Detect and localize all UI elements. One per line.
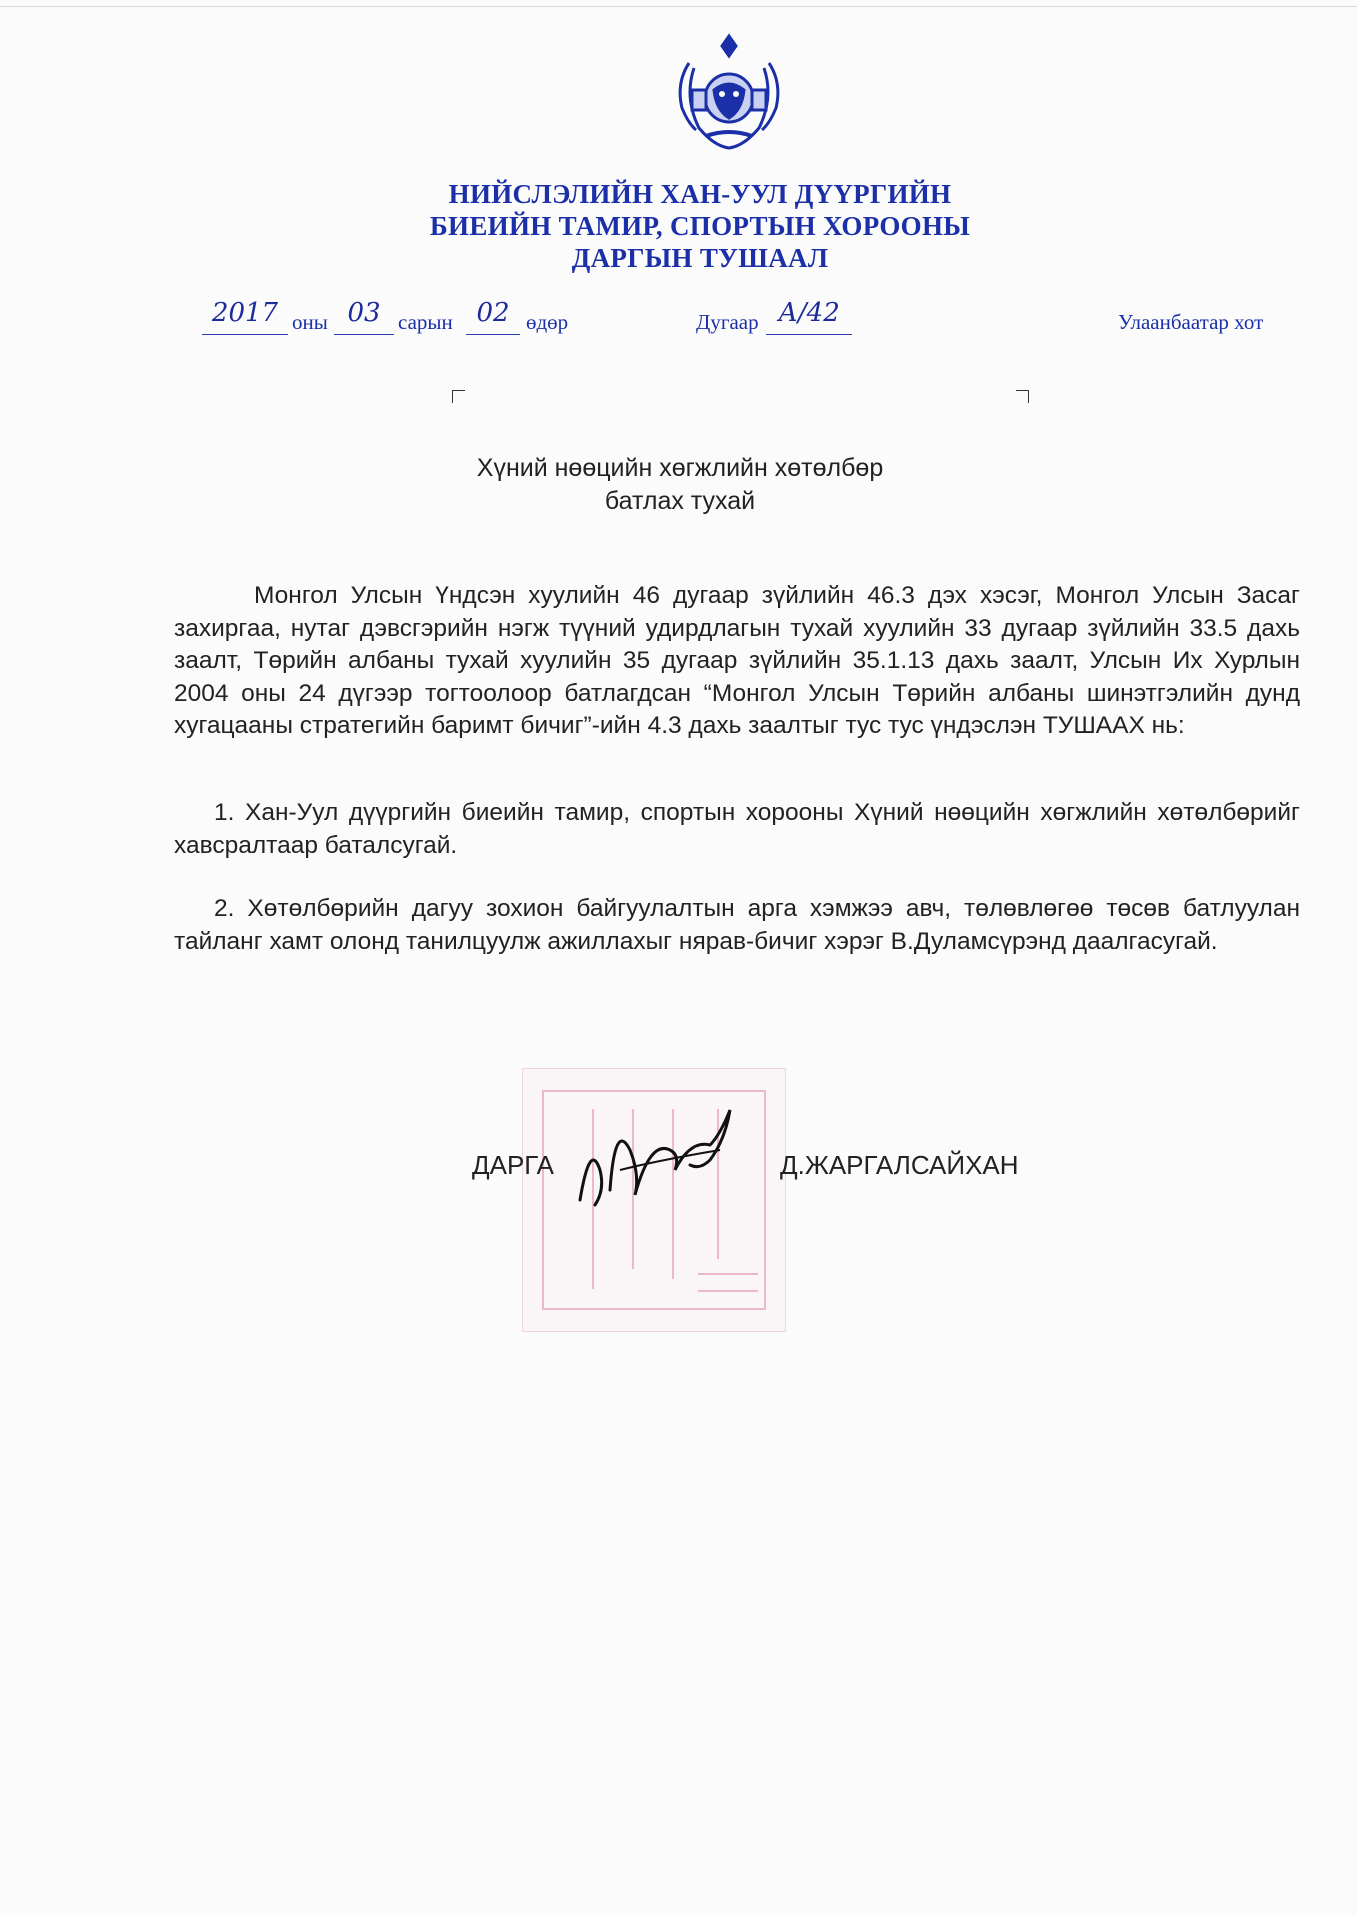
signatory-title: ДАРГА	[472, 1150, 554, 1180]
heading-line-1: НИЙСЛЭЛИЙН ХАН-УУЛ ДҮҮРГИЙН	[448, 179, 952, 209]
heading-line-2: БИЕИЙН ТАМИР, СПОРТЫН ХОРООНЫ	[429, 211, 971, 241]
month-field: 03	[334, 298, 394, 335]
heading-line-3: ДАРГЫН ТУШААЛ	[571, 243, 829, 273]
month-label: сарын	[398, 310, 453, 334]
day-label: өдөр	[526, 310, 569, 334]
city-label: Улаанбаатар хот	[1118, 310, 1264, 334]
number-field: А/42	[766, 298, 852, 335]
state-emblem-icon	[674, 28, 784, 153]
day-field: 02	[466, 298, 520, 335]
subject-line-2: батлах тухай	[604, 487, 756, 515]
number-label: Дугаар	[696, 310, 759, 334]
order-item-1: 1. Хан-Уул дүүргийн биеийн тамир, спортын хорооны Хүний нөөцийн хөгжлийн хөтөлбөрийг хавсралтаар баталсугай.	[174, 799, 1300, 859]
preamble-paragraph: Монгол Улсын Үндсэн хуулийн 46 дугаар зүйлийн 46.3 дэх хэсэг, Монгол Улсын Засаг захиргаа, нутаг дэвсгэрийн нэгж түүний удирдлагын тухай хуулийн 33 дугаар зүйлийн 33.5 дахь заалт, Төрийн албаны тухай хуулийн 35 дугаар зүйлийн 35.1.13 дахь заалт, Улсын Их Хурлын 2004 оны 24 дүгээр тогтоолоор батлагдсан “Монгол Улсын Төрийн албаны шинэтгэлийн дунд хугацааны стратегийн баримт бичиг”-ийн 4.3 дахь заалтыг тус тус үндэслэн ТУШААХ нь:	[174, 582, 1300, 739]
signatory-name: Д.ЖАРГАЛСАЙХАН	[780, 1150, 1019, 1180]
year-field: 2017	[202, 298, 288, 335]
document-subject	[400, 452, 960, 518]
corner-mark-left	[452, 390, 465, 403]
order-item-2: 2. Хөтөлбөрийн дагуу зохион байгуулалтын арга хэмжээ авч, төлөвлөгөө төсөв батлуулан тайланг хамт олонд танилцуулж ажиллахыг нярав-бичиг хэрэг В.Дуламсүрэнд даалгасугай.	[174, 895, 1300, 955]
handwritten-signature	[560, 1080, 750, 1220]
document-heading	[380, 178, 1020, 274]
corner-mark-right	[1016, 390, 1029, 403]
subject-line-1: Хүний нөөцийн хөгжлийн хөтөлбөр	[476, 454, 884, 482]
year-label: оны	[292, 310, 328, 334]
date-number-line	[0, 298, 1357, 338]
page-top-rule	[0, 6, 1357, 7]
